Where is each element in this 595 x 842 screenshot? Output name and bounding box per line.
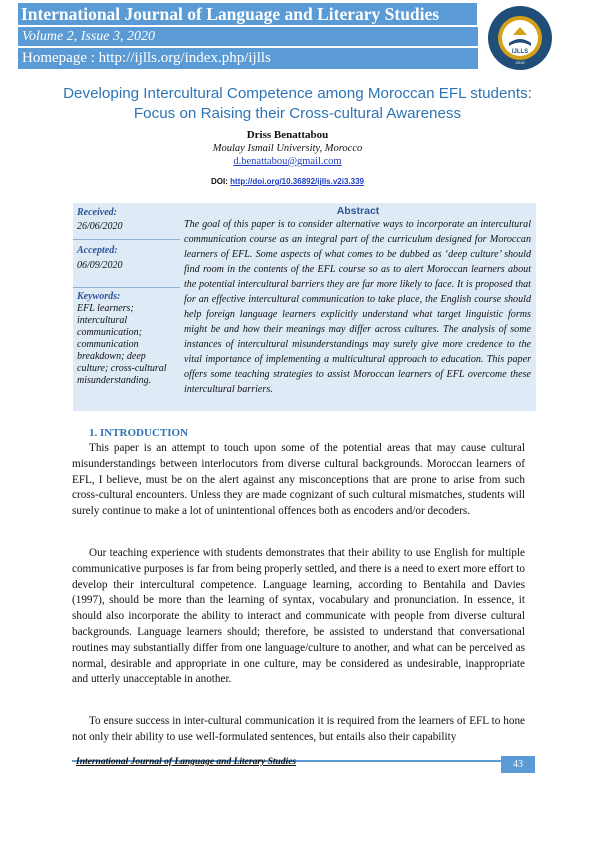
page-number: 43 [501,756,535,773]
keywords-list: EFL learners; intercultural communication; communication breakdown; deep culture; cross-cultural misunderstanding. [77,303,167,386]
paper-title [20,84,575,124]
volume-banner: Volume 2, Issue 3, 2020 [18,27,478,46]
accepted-date: 06/09/2020 [77,260,123,271]
abstract-box [180,203,536,411]
logo-text: IJLLS [511,49,529,55]
received-date: 26/06/2020 [77,221,123,232]
author-email-link[interactable]: d.benattabou@gmail.com [233,156,342,167]
section-heading: 1. INTRODUCTION [89,427,189,439]
journal-title-banner: International Journal of Language and Literary Studies [18,3,477,25]
divider [73,239,180,240]
body-paragraph-3: To ensure success in inter-cultural communication it is required from the learners of EFL to hone not only their ability to use well-formulated sentences, but entails also their capability [72,715,525,743]
doi-link[interactable]: http://doi.org/10.36892/ijlls.v2i3.339 [230,177,364,186]
body-paragraph-2: Our teaching experience with students demonstrates that their ability to use English for multiple communicative purposes is far from being properly settled, and there is a need to exert more effort to develop their intercultural competence. Language learning, according to Bentahila and Davies (1997), should be more than the learning of syntax, vocabulary and pronunciation. In essence, it should also incorporate the ability to interact and communicate with people from diverse cultural backgrounds. Language learners should; therefore, be assisted to understand that conversational routines may substantially differ from one language/culture to another, and what can be perceived as normal, desirable and appropriate in one culture, may be considered as undesirable, inappropriate and utterly unacceptable in another. [72,547,525,686]
journal-logo [487,5,553,71]
paper-title-line1: Developing Intercultural Competence among Moroccan EFL students: [63,85,532,102]
paper-title-line2: Focus on Raising their Cross-cultural Awareness [133,105,462,122]
divider [73,287,180,288]
abstract-heading: Abstract [336,205,380,217]
doi-label: DOI: [211,177,228,186]
accepted-label: Accepted: [77,245,118,256]
keywords-label: Keywords: [77,291,121,302]
footer-journal-title: International Journal of Language and Literary Studies [76,757,297,767]
body-paragraph-1: This paper is an attempt to touch upon some of the potential areas that may cause cultural misunderstandings between interlocutors from diverse cultural backgrounds. Moroccan learners of EFL, I believe, must be on the alert against any misconceptions that are prone to arise from such cross-cultural encounters. Unless they are made cognizant of such cultural mismatches, students will surely continue to make a lot of unintentional offences both as encoders and/or decoders. [72,442,525,518]
received-label: Received: [77,207,117,218]
homepage-banner[interactable]: Homepage : http://ijlls.org/index.php/ijlls [18,48,478,69]
abstract-text: The goal of this paper is to consider alternative ways to incorporate an intercultural communication course as an integral part of the curriculum designed for Moroccan learners of EFL. Some aspects of what comes to be dubbed as ‘deep culture’ should find room in the contents of the EFL course so as to alert Moroccan learners about the potential intercultural barriers they are far more likely to face. It is proposed that for an effective intercultural communication to take place, the English course should help foreign language learners explicitly understand what target linguistic forms might be and how their meanings may differ across cultures. The analysis of some instances of intercultural misunderstandings may surely give more credence to the vital importance of implementing a multicultural approach to education. This paper offers some teaching strategies to assist Moroccan learners of EFL overcome these intercultural barriers. [184,219,531,395]
article-info-box [73,203,180,411]
doi-line [0,177,575,186]
logo-year: 2019 [515,60,525,65]
author-name: Driss Benattabou [246,129,329,141]
author-affiliation: Moulay Ismail University, Morocco [212,143,363,154]
